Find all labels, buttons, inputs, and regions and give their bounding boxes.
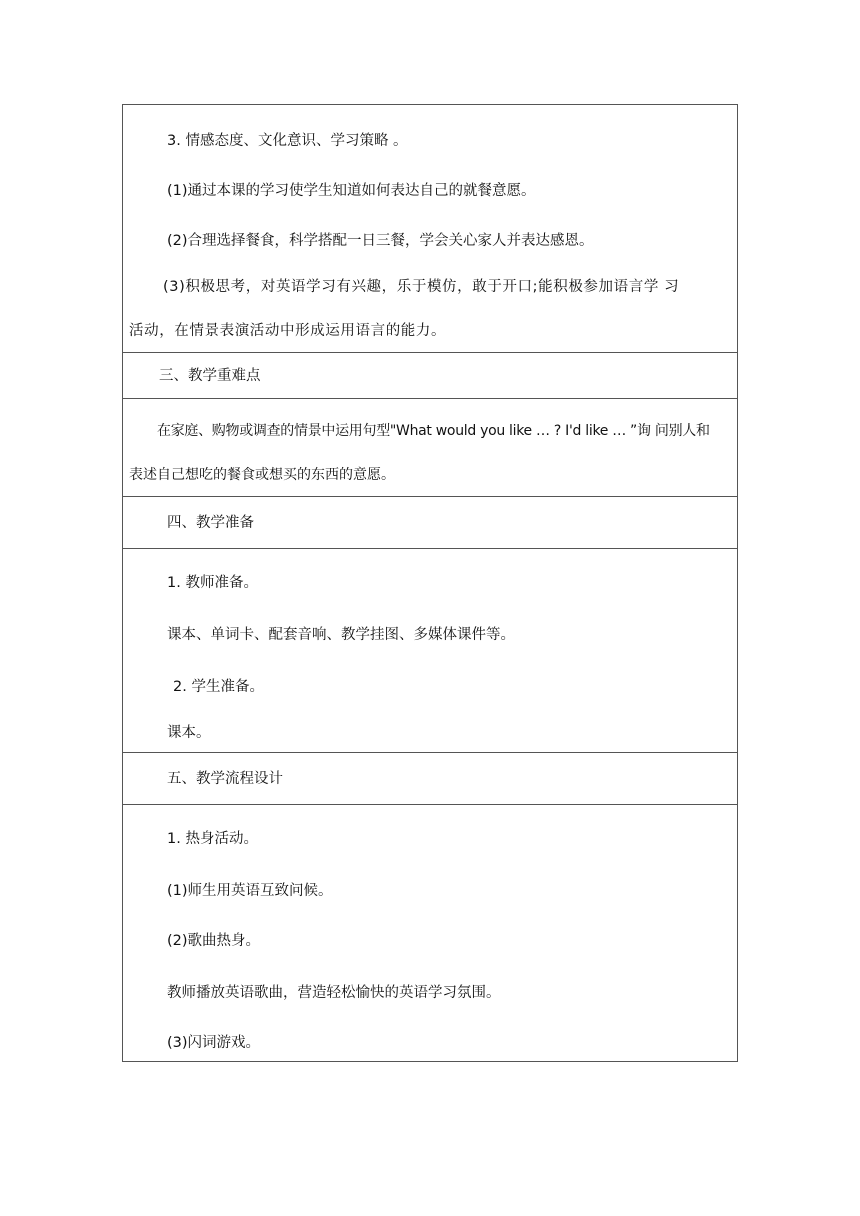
- flow-item-2: (2)歌曲热身。: [167, 933, 261, 949]
- goals-heading: 3. 情感态度、文化意识、学习策略 。: [167, 133, 408, 149]
- prep-teacher-title: 1. 教师准备。: [167, 575, 258, 591]
- flow-step-1: 1. 热身活动。: [167, 831, 258, 847]
- prep-cell: [123, 549, 737, 753]
- key-points-cell: [123, 399, 737, 497]
- prep-student-title: 2. 学生准备。: [173, 679, 264, 695]
- key-points-line-2: 表述自己想吃的餐食或想买的东西的意愿。: [129, 467, 395, 483]
- goals-cell: [123, 105, 737, 353]
- prep-heading-cell: [123, 497, 737, 549]
- prep-student-items: 课本。: [167, 725, 211, 741]
- prep-heading: 四、教学准备: [167, 515, 254, 531]
- key-points-heading-cell: [123, 353, 737, 399]
- document-table: [122, 104, 738, 1062]
- flow-cell: [123, 805, 737, 1061]
- flow-item-2-desc: 教师播放英语歌曲，营造轻松愉快的英语学习氛围。: [167, 985, 501, 1001]
- flow-heading: 五、教学流程设计: [167, 771, 283, 787]
- goals-item-2: (2)合理选择餐食，科学搭配一日三餐，学会关心家人并表达感恩。: [167, 233, 594, 249]
- flow-item-3: (3)闪词游戏。: [167, 1035, 261, 1051]
- goals-item-3-line-2: 活动，在情景表演活动中形成运用语言的能力。: [129, 323, 447, 339]
- flow-heading-cell: [123, 753, 737, 805]
- flow-item-1: (1)师生用英语互致问候。: [167, 883, 333, 899]
- key-points-heading: 三、教学重难点: [159, 368, 261, 384]
- goals-item-3-line-1: (3)积极思考，对英语学习有兴趣，乐于模仿，敢于开口;能积极参加语言学 习: [163, 279, 680, 295]
- key-points-line-1: 在家庭、购物或调查的情景中运用句型"What would you like … ? I'd like … ”询 问别人和: [157, 423, 710, 439]
- goals-item-1: (1)通过本课的学习使学生知道如何表达自己的就餐意愿。: [167, 183, 536, 199]
- prep-teacher-items: 课本、单词卡、配套音响、教学挂图、多媒体课件等。: [167, 627, 515, 643]
